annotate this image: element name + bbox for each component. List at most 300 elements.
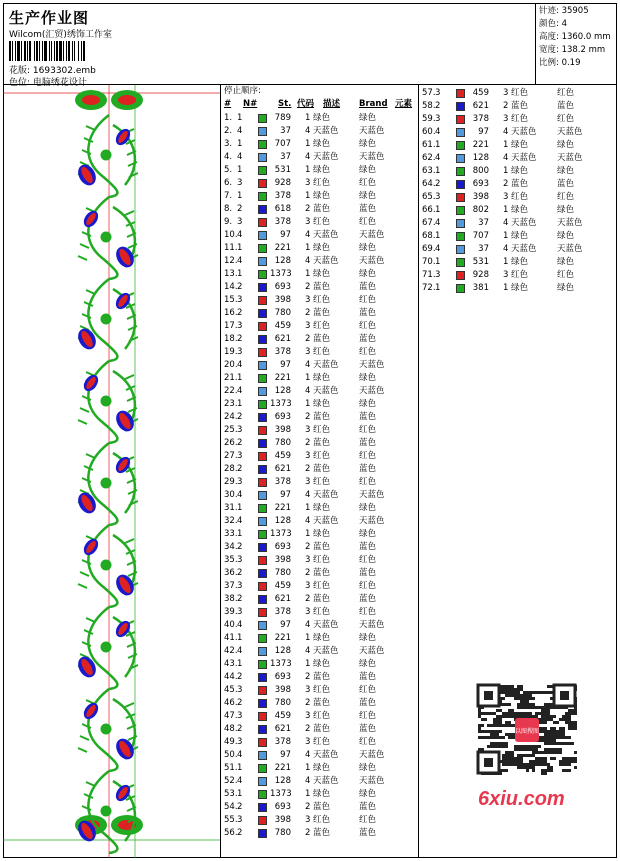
qr-module (496, 730, 499, 733)
qr-module (544, 748, 547, 751)
col-header-stitches: St. (278, 99, 292, 109)
qr-module (520, 745, 523, 748)
color-swatch (456, 206, 465, 215)
row-brand: 天蓝色 (359, 256, 385, 266)
table-row (419, 282, 617, 295)
row-number: 10. (224, 230, 238, 240)
row-number: 61. (422, 140, 436, 150)
row-needle: 4 (237, 230, 243, 240)
color-swatch (258, 231, 267, 240)
qr-module (529, 712, 532, 715)
row-number: 32. (224, 516, 238, 526)
row-stitches: 221 (274, 373, 291, 383)
qr-module (541, 736, 544, 739)
row-needle: 1 (237, 269, 243, 279)
color-swatch (456, 141, 465, 150)
qr-module (508, 691, 511, 694)
row-description: 红色 (313, 178, 331, 188)
row-code: 3 (305, 737, 311, 747)
qr-module (565, 736, 568, 739)
row-stitches: 780 (274, 438, 291, 448)
qr-module (547, 730, 550, 733)
qr-code-graphic (470, 680, 585, 780)
row-stitches: 97 (280, 750, 291, 760)
row-brand: 绿色 (359, 243, 377, 253)
qr-module (541, 757, 544, 760)
qr-module (505, 688, 508, 691)
row-number: 54. (224, 802, 238, 812)
qr-module (544, 772, 547, 775)
row-description: 绿色 (511, 257, 529, 267)
row-description: 绿色 (313, 763, 331, 773)
qr-module (490, 724, 493, 727)
qr-module (511, 688, 514, 691)
qr-module (559, 742, 562, 745)
row-number: 15. (224, 295, 238, 305)
color-swatch (258, 179, 267, 188)
qr-module (568, 760, 571, 763)
row-code: 2 (305, 204, 311, 214)
qr-module (562, 736, 565, 739)
row-needle: 3 (435, 88, 441, 98)
table-row (221, 385, 419, 398)
row-code: 3 (305, 815, 311, 825)
row-number: 72. (422, 283, 436, 293)
table-row (221, 645, 419, 658)
color-swatch (258, 777, 267, 786)
row-number: 16. (224, 308, 238, 318)
color-swatch (258, 634, 267, 643)
table-row (419, 191, 617, 204)
row-code: 3 (305, 685, 311, 695)
color-swatch (258, 413, 267, 422)
qr-module (562, 742, 565, 745)
qr-module (502, 685, 505, 688)
row-number: 71. (422, 270, 436, 280)
row-number: 40. (224, 620, 238, 630)
qr-module (505, 742, 508, 745)
green-dot (101, 724, 112, 735)
row-brand: 绿色 (359, 399, 377, 409)
qr-module (535, 757, 538, 760)
row-needle: 1 (435, 231, 441, 241)
qr-module (505, 715, 508, 718)
qr-module (550, 739, 553, 742)
qr-module (490, 730, 493, 733)
qr-module (529, 766, 532, 769)
qr-module (544, 712, 547, 715)
qr-module (514, 760, 517, 763)
color-swatch (456, 193, 465, 202)
qr-module (502, 763, 505, 766)
green-dot (101, 478, 112, 489)
qr-module (508, 754, 511, 757)
qr-module (502, 736, 505, 739)
row-number: 43. (224, 659, 238, 669)
qr-module (556, 748, 559, 751)
color-swatch (258, 803, 267, 812)
qr-finder-center (484, 691, 493, 700)
row-needle: 1 (237, 191, 243, 201)
row-number: 14. (224, 282, 238, 292)
row-brand: 蓝色 (359, 464, 377, 474)
qr-module (490, 745, 493, 748)
row-code: 2 (503, 101, 509, 111)
qr-module (559, 763, 562, 766)
qr-module (532, 703, 535, 706)
qr-module (559, 718, 562, 721)
row-code: 2 (305, 412, 311, 422)
row-description: 绿色 (511, 231, 529, 241)
row-number: 44. (224, 672, 238, 682)
table-row (419, 230, 617, 243)
row-stitches: 128 (274, 646, 291, 656)
qr-module (511, 763, 514, 766)
qr-module (514, 688, 517, 691)
row-needle: 3 (237, 685, 243, 695)
row-number: 57. (422, 88, 436, 98)
row-description: 天蓝色 (511, 153, 537, 163)
table-row (221, 151, 419, 164)
qr-module (535, 691, 538, 694)
table-row (221, 398, 419, 411)
qr-module (529, 706, 532, 709)
row-number: 55. (224, 815, 238, 825)
qr-module (541, 730, 544, 733)
row-description: 蓝色 (313, 802, 331, 812)
color-swatch (258, 595, 267, 604)
row-stitches: 97 (280, 490, 291, 500)
row-description: 红色 (313, 815, 331, 825)
row-number: 56. (224, 828, 238, 838)
row-needle: 3 (435, 114, 441, 124)
qr-module (514, 748, 517, 751)
row-number: 5. (224, 165, 233, 175)
color-swatch (258, 582, 267, 591)
row-stitches: 531 (472, 257, 489, 267)
table-row (221, 320, 419, 333)
qr-module (526, 700, 529, 703)
row-number: 51. (224, 763, 238, 773)
row-brand: 红色 (359, 555, 377, 565)
qr-module (529, 763, 532, 766)
qr-module (508, 733, 511, 736)
color-swatch (456, 271, 465, 280)
row-stitches: 780 (274, 698, 291, 708)
stats-box (536, 3, 617, 85)
qr-module (571, 712, 574, 715)
row-code: 4 (305, 256, 311, 266)
row-code: 3 (305, 581, 311, 591)
row-brand: 绿色 (359, 139, 377, 149)
row-code: 2 (503, 179, 509, 189)
qr-module (574, 709, 577, 712)
qr-module (526, 763, 529, 766)
row-stitches: 97 (280, 360, 291, 370)
row-stitches: 707 (472, 231, 489, 241)
row-number: 31. (224, 503, 238, 513)
color-swatch (456, 245, 465, 254)
row-code: 1 (503, 205, 509, 215)
qr-module (547, 739, 550, 742)
row-code: 2 (305, 698, 311, 708)
row-needle: 4 (237, 646, 243, 656)
color-swatch (258, 751, 267, 760)
qr-module (511, 733, 514, 736)
qr-module (520, 706, 523, 709)
row-needle: 1 (237, 373, 243, 383)
row-description: 蓝色 (313, 334, 331, 344)
barcode (9, 41, 134, 61)
row-needle: 2 (237, 568, 243, 578)
qr-module (496, 718, 499, 721)
qr-module (517, 766, 520, 769)
leaf (125, 539, 134, 543)
color-swatch (258, 569, 267, 578)
qr-module (520, 703, 523, 706)
qr-module (523, 715, 526, 718)
row-description: 红色 (313, 347, 331, 357)
row-needle: 3 (237, 347, 243, 357)
row-brand: 绿色 (557, 140, 575, 150)
qr-module (526, 745, 529, 748)
row-stitches: 97 (280, 620, 291, 630)
row-stitches: 459 (274, 581, 291, 591)
qr-module (511, 709, 514, 712)
qr-module (553, 739, 556, 742)
row-brand: 绿色 (359, 659, 377, 669)
row-needle: 3 (435, 270, 441, 280)
leaf (125, 375, 134, 379)
color-swatch (456, 232, 465, 241)
qr-module (550, 736, 553, 739)
qr-module (496, 742, 499, 745)
qr-module (547, 706, 550, 709)
row-stitches: 1373 (270, 399, 292, 409)
qr-module (538, 751, 541, 754)
qr-module (493, 733, 496, 736)
qr-module (508, 715, 511, 718)
row-code: 4 (305, 776, 311, 786)
qr-module (508, 703, 511, 706)
qr-module (505, 745, 508, 748)
qr-module (481, 730, 484, 733)
row-needle: 2 (237, 802, 243, 812)
row-description: 天蓝色 (313, 776, 339, 786)
color-swatch (258, 348, 267, 357)
qr-module (505, 694, 508, 697)
row-brand: 绿色 (557, 166, 575, 176)
row-number: 30. (224, 490, 238, 500)
qr-module (478, 730, 481, 733)
qr-module (499, 721, 502, 724)
row-description: 红色 (313, 217, 331, 227)
row-description: 绿色 (313, 659, 331, 669)
qr-code (470, 680, 585, 780)
leaf (86, 782, 95, 786)
qr-module (523, 712, 526, 715)
table-row (221, 203, 419, 216)
qr-module (574, 724, 577, 727)
qr-module (535, 763, 538, 766)
row-number: 12. (224, 256, 238, 266)
color-swatch (258, 790, 267, 799)
row-code: 3 (305, 178, 311, 188)
qr-module (559, 760, 562, 763)
table-row (221, 411, 419, 424)
row-brand: 绿色 (359, 789, 377, 799)
row-code: 1 (305, 503, 311, 513)
color-swatch (258, 192, 267, 201)
qr-module (502, 697, 505, 700)
qr-module (520, 700, 523, 703)
row-number: 53. (224, 789, 238, 799)
qr-center-badge-text: 以图搜图 (514, 728, 540, 735)
qr-module (535, 706, 538, 709)
row-code: 1 (503, 231, 509, 241)
qr-module (514, 745, 517, 748)
row-description: 天蓝色 (511, 244, 537, 254)
qr-module (496, 736, 499, 739)
qr-module (571, 760, 574, 763)
qr-module (544, 691, 547, 694)
row-needle: 3 (237, 477, 243, 487)
qr-module (490, 712, 493, 715)
row-stitches: 97 (280, 230, 291, 240)
color-swatch (258, 478, 267, 487)
row-description: 绿色 (313, 399, 331, 409)
qr-module (550, 769, 553, 772)
color-swatch (258, 361, 267, 370)
qr-module (550, 742, 553, 745)
green-dot (101, 642, 112, 653)
row-number: 58. (422, 101, 436, 111)
row-needle: 4 (237, 360, 243, 370)
row-stitches: 398 (274, 815, 291, 825)
row-code: 2 (305, 802, 311, 812)
qr-module (517, 694, 520, 697)
col-header-num: # (224, 99, 232, 109)
table-row (221, 580, 419, 593)
row-brand: 天蓝色 (359, 750, 385, 760)
row-stitches: 398 (274, 425, 291, 435)
row-code: 1 (305, 659, 311, 669)
qr-module (544, 721, 547, 724)
qr-module (499, 715, 502, 718)
row-description: 绿色 (313, 165, 331, 175)
row-description: 蓝色 (313, 204, 331, 214)
row-number: 34. (224, 542, 238, 552)
qr-module (511, 691, 514, 694)
table-row (419, 165, 617, 178)
row-code: 1 (503, 140, 509, 150)
qr-module (499, 724, 502, 727)
color-swatch (258, 439, 267, 448)
embroidery-design-preview (3, 85, 221, 858)
qr-module (505, 703, 508, 706)
qr-module (517, 697, 520, 700)
table-row (419, 217, 617, 230)
qr-module (568, 712, 571, 715)
row-brand: 蓝色 (359, 412, 377, 422)
row-code: 3 (305, 321, 311, 331)
row-needle: 3 (237, 737, 243, 747)
row-number: 29. (224, 477, 238, 487)
qr-module (538, 757, 541, 760)
stat-scale: 比例: 0.19 (539, 58, 581, 68)
row-brand: 绿色 (359, 373, 377, 383)
leaf (80, 408, 89, 412)
row-stitches: 378 (472, 114, 489, 124)
row-description: 蓝色 (313, 594, 331, 604)
qr-module (484, 718, 487, 721)
row-brand: 蓝色 (557, 179, 575, 189)
row-description: 红色 (511, 114, 529, 124)
qr-module (523, 748, 526, 751)
qr-module (508, 736, 511, 739)
row-number: 64. (422, 179, 436, 189)
qr-module (502, 757, 505, 760)
row-needle: 4 (237, 750, 243, 760)
qr-module (544, 703, 547, 706)
color-swatch (258, 127, 267, 136)
table-row (221, 710, 419, 723)
qr-module (493, 721, 496, 724)
row-number: 38. (224, 594, 238, 604)
qr-module (556, 742, 559, 745)
qr-module (490, 733, 493, 736)
qr-module (532, 760, 535, 763)
row-needle: 1 (435, 283, 441, 293)
qr-module (544, 763, 547, 766)
qr-module (541, 751, 544, 754)
color-swatch (258, 660, 267, 669)
row-number: 27. (224, 451, 238, 461)
qr-module (547, 763, 550, 766)
color-swatch (258, 829, 267, 838)
qr-module (517, 703, 520, 706)
color-swatch (258, 270, 267, 279)
row-number: 2. (224, 126, 233, 136)
qr-module (523, 766, 526, 769)
qr-module (511, 757, 514, 760)
row-brand: 天蓝色 (359, 126, 385, 136)
qr-module (502, 745, 505, 748)
qr-module (505, 769, 508, 772)
color-swatch (258, 374, 267, 383)
table-row (419, 126, 617, 139)
row-number: 35. (224, 555, 238, 565)
row-stitches: 802 (472, 205, 489, 215)
qr-module (541, 769, 544, 772)
row-description: 天蓝色 (511, 127, 537, 137)
row-number: 42. (224, 646, 238, 656)
table-row (221, 424, 419, 437)
row-stitches: 459 (274, 711, 291, 721)
row-stitches: 621 (274, 724, 291, 734)
color-swatch (258, 699, 267, 708)
green-dot (101, 806, 112, 817)
qr-module (514, 694, 517, 697)
row-number: 19. (224, 347, 238, 357)
qr-module (538, 763, 541, 766)
row-needle: 4 (435, 218, 441, 228)
qr-module (571, 742, 574, 745)
row-stitches: 37 (280, 152, 291, 162)
qr-module (523, 754, 526, 757)
leaf (80, 736, 89, 740)
row-needle: 1 (237, 243, 243, 253)
